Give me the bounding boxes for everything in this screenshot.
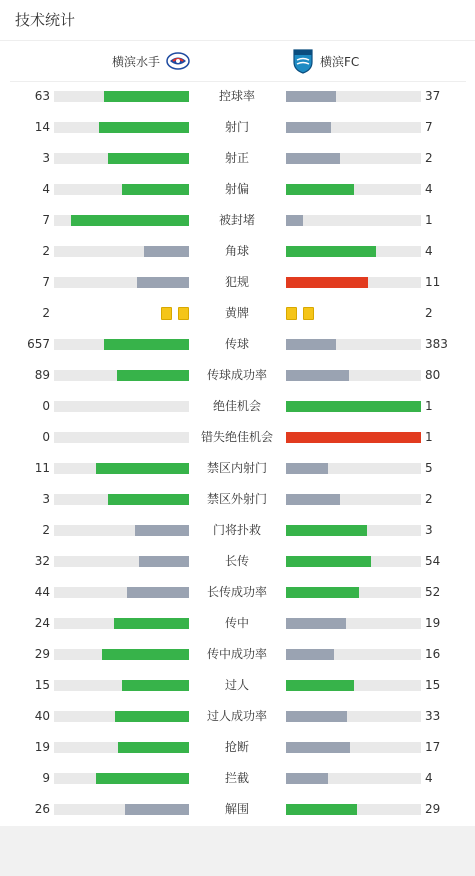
stat-row	[0, 360, 475, 391]
stat-label: 错失绝佳机会	[200, 430, 273, 444]
home-stat-bar-fill	[125, 804, 189, 815]
away-stat-value: 33	[425, 709, 441, 723]
stat-label: 长传	[224, 554, 249, 568]
stat-row	[0, 484, 475, 515]
home-stat-bar	[54, 122, 189, 133]
yellow-card-icon	[161, 307, 172, 320]
home-stat-bar	[54, 432, 189, 443]
stat-label: 传中成功率	[206, 647, 267, 661]
stat-label: 过人	[224, 678, 249, 692]
home-stat-bar-fill	[104, 339, 189, 350]
away-stat-value: 2	[425, 306, 433, 320]
away-stat-bar-fill	[286, 339, 336, 350]
away-stat-bar-fill	[286, 91, 336, 102]
stat-row	[0, 515, 475, 546]
away-stat-bar-fill	[286, 804, 357, 815]
away-stat-value: 19	[425, 616, 441, 630]
home-stat-bar-fill	[108, 494, 189, 505]
home-stat-bar-fill	[71, 215, 189, 226]
stat-row	[0, 391, 475, 422]
away-stat-bar-fill	[286, 587, 359, 598]
away-team[interactable]	[292, 41, 359, 81]
stat-row	[0, 794, 475, 825]
away-stat-bar-fill	[286, 494, 340, 505]
yokohama-fc-crest-icon	[292, 48, 314, 74]
away-stat-bar	[286, 587, 421, 598]
home-stat-bar	[54, 618, 189, 629]
stat-label: 长传成功率	[206, 585, 267, 599]
home-stat-value: 63	[34, 89, 50, 103]
away-stat-bar	[286, 184, 421, 195]
home-team[interactable]	[112, 41, 190, 81]
home-stat-bar-fill	[144, 246, 189, 257]
stat-label: 射偏	[224, 182, 249, 196]
stat-label: 传球成功率	[206, 368, 267, 382]
yellow-card-icon	[286, 307, 297, 320]
home-stat-value: 0	[42, 430, 50, 444]
home-stat-bar	[54, 587, 189, 598]
away-stat-bar	[286, 215, 421, 226]
home-yellow-cards	[161, 307, 189, 320]
stat-row	[0, 205, 475, 236]
away-stat-bar-fill	[286, 525, 367, 536]
away-stat-bar	[286, 649, 421, 660]
home-stat-bar-fill	[115, 711, 189, 722]
stat-label: 黄牌	[224, 306, 249, 320]
stat-label: 控球率	[218, 89, 255, 103]
away-stat-bar	[286, 494, 421, 505]
stat-label: 传球	[224, 337, 249, 351]
home-stat-bar	[54, 184, 189, 195]
away-stat-value: 383	[425, 337, 448, 351]
stat-row	[0, 267, 475, 298]
away-stat-bar	[286, 525, 421, 536]
home-stat-bar	[54, 339, 189, 350]
home-stat-value: 14	[34, 120, 50, 134]
home-stat-bar	[54, 649, 189, 660]
stat-row	[0, 112, 475, 143]
away-stat-bar	[286, 463, 421, 474]
away-stat-bar	[286, 618, 421, 629]
stat-label: 门将扑救	[212, 523, 261, 537]
away-stat-bar-fill	[286, 184, 354, 195]
stat-label: 禁区内射门	[206, 461, 267, 475]
away-yellow-cards	[286, 307, 314, 320]
away-stat-value: 5	[425, 461, 433, 475]
stat-row	[0, 732, 475, 763]
stat-row	[0, 298, 475, 329]
stat-label: 禁区外射门	[206, 492, 267, 506]
away-stat-bar	[286, 742, 421, 753]
away-stat-bar-fill	[286, 370, 349, 381]
home-stat-bar-fill	[139, 556, 189, 567]
stat-label: 射正	[224, 151, 249, 165]
away-stat-bar	[286, 277, 421, 288]
away-stat-bar	[286, 401, 421, 412]
yokohama-marinos-crest-icon	[166, 51, 190, 71]
away-stat-bar-fill	[286, 649, 334, 660]
stat-label: 抢断	[224, 740, 249, 754]
away-stat-bar	[286, 153, 421, 164]
home-stat-value: 89	[34, 368, 50, 382]
away-stat-bar-fill	[286, 122, 331, 133]
home-stat-bar	[54, 680, 189, 691]
away-stat-bar-fill	[286, 618, 346, 629]
away-stat-bar	[286, 711, 421, 722]
page-title: 技术统计	[15, 11, 76, 29]
away-stat-value: 7	[425, 120, 433, 134]
away-stat-value: 52	[425, 585, 441, 599]
stat-label: 解围	[224, 802, 249, 816]
away-stat-value: 1	[425, 399, 433, 413]
away-stat-bar-fill	[286, 401, 421, 412]
home-stat-bar	[54, 773, 189, 784]
away-stat-value: 11	[425, 275, 441, 289]
away-stat-value: 4	[425, 771, 433, 785]
away-stat-value: 80	[425, 368, 441, 382]
home-stat-bar-fill	[117, 370, 189, 381]
away-stat-bar-fill	[286, 711, 347, 722]
home-stat-bar	[54, 91, 189, 102]
away-stat-bar-fill	[286, 742, 350, 753]
away-stat-bar	[286, 91, 421, 102]
home-stat-bar-fill	[118, 742, 189, 753]
away-stat-bar-fill	[286, 153, 340, 164]
home-stat-value: 2	[42, 523, 50, 537]
home-stat-bar	[54, 370, 189, 381]
home-stat-bar	[54, 742, 189, 753]
stat-row	[0, 608, 475, 639]
away-stat-value: 37	[425, 89, 441, 103]
away-stat-value: 1	[425, 213, 433, 227]
home-stat-value: 2	[42, 244, 50, 258]
home-stat-bar	[54, 525, 189, 536]
away-stat-value: 4	[425, 182, 433, 196]
away-stat-bar	[286, 339, 421, 350]
away-stat-bar-fill	[286, 215, 303, 226]
home-stat-value: 3	[42, 492, 50, 506]
home-stat-bar-fill	[114, 618, 189, 629]
home-stat-bar-fill	[104, 91, 189, 102]
stat-label: 传中	[224, 616, 249, 630]
stat-label: 被封堵	[218, 213, 255, 227]
away-stat-value: 16	[425, 647, 441, 661]
stat-row	[0, 546, 475, 577]
away-stat-bar-fill	[286, 556, 371, 567]
away-stat-bar-fill	[286, 277, 368, 288]
away-stat-value: 54	[425, 554, 441, 568]
home-stat-bar-fill	[127, 587, 189, 598]
yellow-card-icon	[303, 307, 314, 320]
stat-row	[0, 453, 475, 484]
stat-row	[0, 236, 475, 267]
home-stat-bar	[54, 246, 189, 257]
away-stat-bar-fill	[286, 773, 328, 784]
teams-header	[10, 41, 466, 82]
home-stat-bar	[54, 401, 189, 412]
stat-label: 过人成功率	[206, 709, 267, 723]
stat-label: 射门	[224, 120, 249, 134]
away-stat-bar	[286, 432, 421, 443]
home-stat-value: 4	[42, 182, 50, 196]
away-stat-bar-fill	[286, 432, 421, 443]
home-stat-value: 657	[27, 337, 50, 351]
stat-row	[0, 81, 475, 112]
away-stat-bar	[286, 122, 421, 133]
home-stat-bar-fill	[137, 277, 190, 288]
home-stat-value: 9	[42, 771, 50, 785]
home-stat-value: 19	[34, 740, 50, 754]
home-stat-bar-fill	[108, 153, 189, 164]
home-stat-bar	[54, 494, 189, 505]
stat-row	[0, 422, 475, 453]
home-stat-bar	[54, 463, 189, 474]
home-stat-bar	[54, 153, 189, 164]
home-stat-value: 29	[34, 647, 50, 661]
yellow-card-icon	[178, 307, 189, 320]
away-stat-value: 29	[425, 802, 441, 816]
home-stat-bar	[54, 556, 189, 567]
home-stat-value: 24	[34, 616, 50, 630]
home-stat-value: 44	[34, 585, 50, 599]
away-stat-bar	[286, 680, 421, 691]
stat-row	[0, 174, 475, 205]
home-team-name: 横滨水手	[111, 54, 160, 69]
away-stat-bar-fill	[286, 463, 328, 474]
away-stat-bar	[286, 370, 421, 381]
home-stat-value: 11	[34, 461, 50, 475]
away-stat-bar	[286, 246, 421, 257]
stat-label: 绝佳机会	[212, 399, 261, 413]
home-stat-value: 15	[34, 678, 50, 692]
away-stat-bar	[286, 804, 421, 815]
home-stat-bar	[54, 215, 189, 226]
away-stat-bar	[286, 773, 421, 784]
stat-row	[0, 577, 475, 608]
home-stat-bar-fill	[122, 184, 190, 195]
home-stat-value: 7	[42, 275, 50, 289]
away-stat-value: 17	[425, 740, 441, 754]
away-stat-value: 4	[425, 244, 433, 258]
home-stat-bar-fill	[99, 122, 189, 133]
home-stat-bar	[54, 711, 189, 722]
home-stat-value: 0	[42, 399, 50, 413]
stat-row	[0, 701, 475, 732]
home-stat-bar	[54, 804, 189, 815]
away-stat-bar-fill	[286, 680, 354, 691]
home-stat-value: 2	[42, 306, 50, 320]
home-stat-value: 32	[34, 554, 50, 568]
stat-row	[0, 143, 475, 174]
home-stat-bar-fill	[122, 680, 190, 691]
away-stat-value: 1	[425, 430, 433, 444]
home-stat-bar	[54, 277, 189, 288]
stat-label: 角球	[224, 244, 249, 258]
home-stat-value: 40	[34, 709, 50, 723]
home-stat-value: 26	[34, 802, 50, 816]
away-stat-bar	[286, 556, 421, 567]
home-stat-value: 7	[42, 213, 50, 227]
home-stat-bar-fill	[102, 649, 189, 660]
away-stat-value: 15	[425, 678, 441, 692]
home-stat-bar-fill	[135, 525, 189, 536]
away-stat-value: 3	[425, 523, 433, 537]
stat-row	[0, 670, 475, 701]
home-stat-value: 3	[42, 151, 50, 165]
home-stat-bar-fill	[96, 773, 189, 784]
stat-row	[0, 329, 475, 360]
away-stat-bar-fill	[286, 246, 376, 257]
stat-label: 犯规	[224, 275, 249, 289]
away-stat-value: 2	[425, 492, 433, 506]
away-stat-value: 2	[425, 151, 433, 165]
away-team-name: 横滨FC	[320, 54, 360, 69]
stat-label: 拦截	[224, 771, 249, 785]
home-stat-bar-fill	[96, 463, 189, 474]
stat-row	[0, 763, 475, 794]
stat-row	[0, 639, 475, 670]
